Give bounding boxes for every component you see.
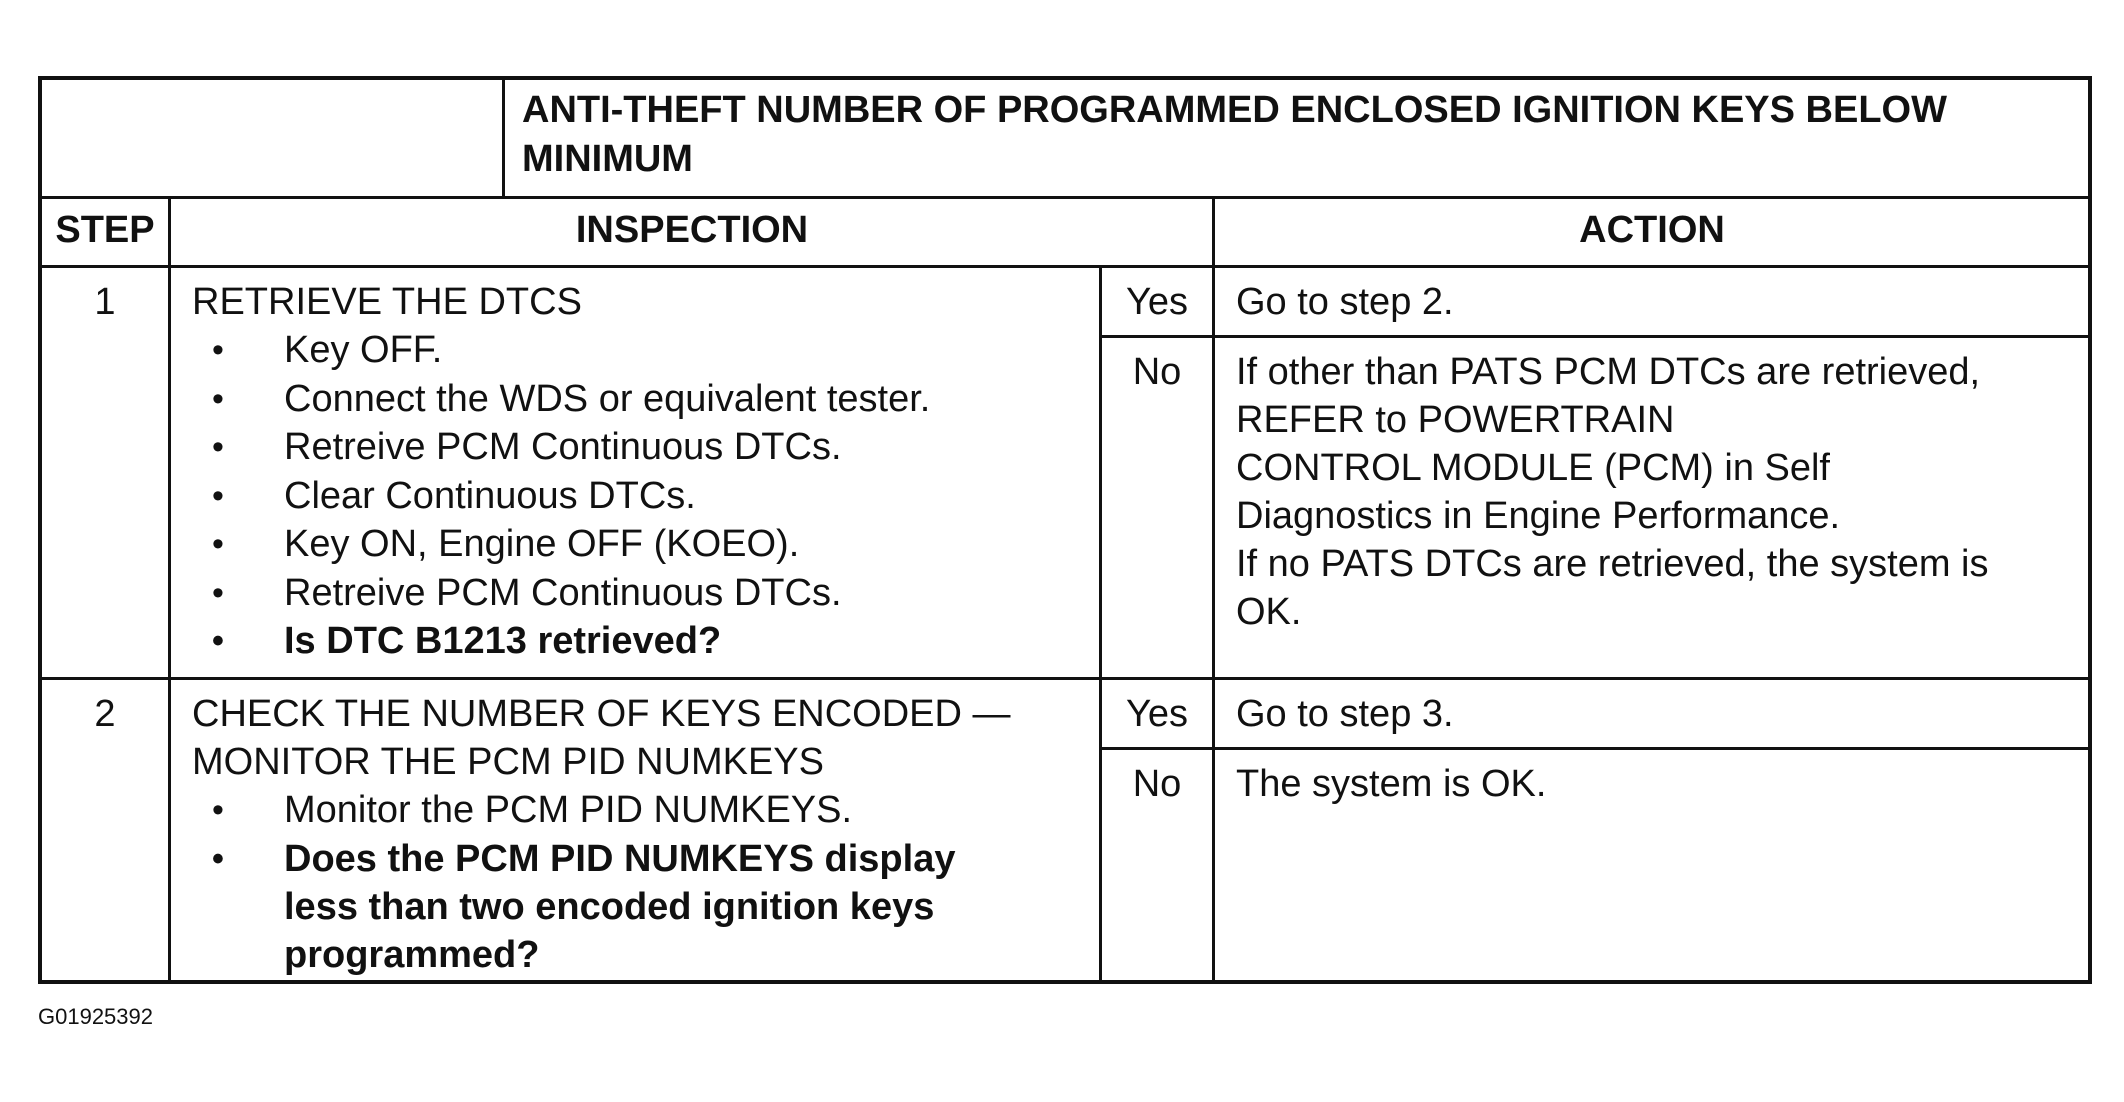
rule-row1-bottom [42,677,2088,680]
header-inspection: INSPECTION [575,209,809,251]
row1-no-action-line: If other than PATS PCM DTCs are retrieved, [1236,351,1981,393]
rule-row2-yes [1099,747,2088,750]
row1-bullet: • Connect the WDS or equivalent tester. [192,375,930,424]
figure-code: G01925392 [38,1004,153,1029]
row1-bullet: • Key ON, Engine OFF (KOEO). [192,520,930,569]
rule-action-col [1212,196,1215,980]
table-title-line2: MINIMUM [522,138,693,180]
row2-bullet: • Monitor the PCM PID NUMKEYS. [192,786,955,835]
row1-no-action-line: If no PATS DTCs are retrieved, the system is [1236,543,1989,585]
row1-yes-action: Go to step 2. [1236,281,1454,323]
row2-yes-label: Yes [1126,693,1188,735]
header-step: STEP [55,209,155,251]
row2-heading-line: MONITOR THE PCM PID NUMKEYS [192,741,824,783]
row1-yes-label: Yes [1126,281,1188,323]
rule-header-bottom [42,265,2088,268]
header-action: ACTION [1579,209,1725,251]
rule-title-bottom [42,196,2088,199]
row1-bullet: • Retreive PCM Continuous DTCs. [192,423,930,472]
row1-checklist [192,326,930,666]
row1-no-action-line: OK. [1236,591,1302,633]
row2-no-action: The system is OK. [1236,763,1547,805]
row1-bullet: • Clear Continuous DTCs. [192,472,930,521]
row2-checklist [192,786,955,883]
rule-step-col [168,196,171,980]
row2-question-cont: less than two encoded ignition keys [284,886,935,928]
row1-no-action-line: CONTROL MODULE (PCM) in Self [1236,447,1830,489]
row2-yes-action: Go to step 3. [1236,693,1454,735]
row2-no-label: No [1132,763,1182,805]
row1-no-action-line: REFER to POWERTRAIN [1236,399,1675,441]
row1-heading: RETRIEVE THE DTCS [192,281,582,323]
row1-no-action-line: Diagnostics in Engine Performance. [1236,495,1841,537]
row2-question: • Does the PCM PID NUMKEYS display [192,835,955,884]
row1-bullet: • Key OFF. [192,326,930,375]
row2-heading-line: CHECK THE NUMBER OF KEYS ENCODED — [192,693,1011,735]
table-title-line1: ANTI-THEFT NUMBER OF PROGRAMMED ENCLOSED IGNITION KEYS BELOW [522,89,1947,131]
row1-bullet: • Retreive PCM Continuous DTCs. [192,569,930,618]
diagnostic-table [38,76,2092,984]
row1-question: • Is DTC B1213 retrieved? [192,617,930,666]
row1-step-number: 1 [94,281,116,323]
row2-step-number: 2 [94,693,116,735]
rule-row1-yes [1099,335,2088,338]
row2-question-cont: programmed? [284,934,540,976]
row1-no-label: No [1132,351,1182,393]
title-divider [502,80,505,196]
